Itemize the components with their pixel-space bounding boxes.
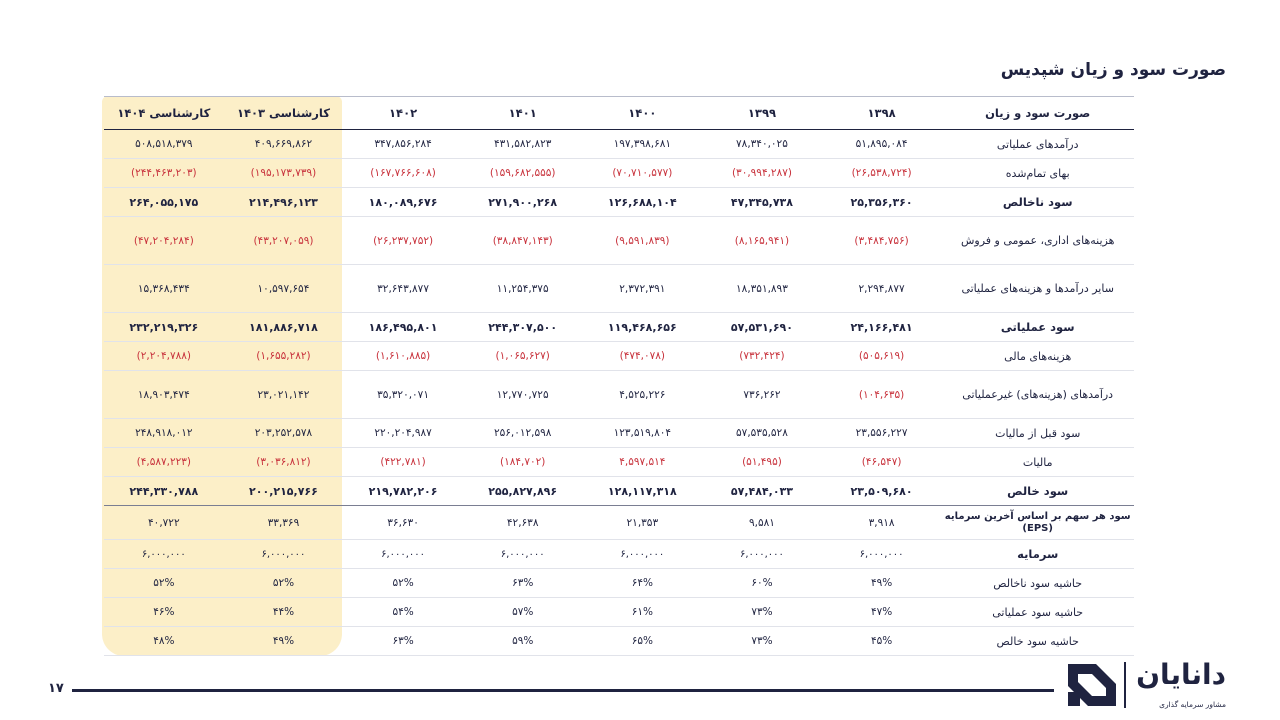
cell: ۱۱,۲۵۴,۳۷۵ <box>463 265 583 313</box>
footer-divider <box>72 689 1054 692</box>
cell: ۴۵% <box>822 627 942 656</box>
cell: ۲۳,۵۵۶,۲۲۷ <box>822 419 942 448</box>
cell: ۲۱,۳۵۳ <box>583 506 703 540</box>
cell: (۳۰,۹۹۴,۲۸۷) <box>702 159 822 188</box>
row-label: بهای تمام‌شده <box>941 159 1134 188</box>
logo-divider <box>1124 662 1126 708</box>
header-year-1402: ۱۴۰۲ <box>343 97 463 130</box>
cell: (۲۶,۲۳۷,۷۵۲) <box>343 217 463 265</box>
cell: (۴,۵۸۷,۲۲۳) <box>104 448 224 477</box>
brand-tagline: مشاور سرمایه گذاری <box>1159 700 1226 709</box>
cell: ۱۲۸,۱۱۷,۳۱۸ <box>583 477 703 506</box>
cell: ۷۳% <box>702 627 822 656</box>
cell: ۲,۳۷۲,۳۹۱ <box>583 265 703 313</box>
cell: ۶,۰۰۰,۰۰۰ <box>583 540 703 569</box>
cell: ۴۰۹,۶۶۹,۸۶۲ <box>224 130 344 159</box>
row-label: هزینه‌های اداری، عمومی و فروش <box>941 217 1134 265</box>
cell: (۴۳,۲۰۷,۰۵۹) <box>224 217 344 265</box>
cell: ۶۵% <box>583 627 703 656</box>
cell: ۴۳۱,۵۸۲,۸۲۳ <box>463 130 583 159</box>
cell: ۶,۰۰۰,۰۰۰ <box>822 540 942 569</box>
header-year-1398: ۱۳۹۸ <box>822 97 942 130</box>
cell: (۱۹۵,۱۷۳,۷۳۹) <box>224 159 344 188</box>
cell: ۴۲,۶۳۸ <box>463 506 583 540</box>
cell: ۴۸% <box>104 627 224 656</box>
cell: ۱۹۷,۳۹۸,۶۸۱ <box>583 130 703 159</box>
cell: ۴۷% <box>822 598 942 627</box>
row-label: سود خالص <box>941 477 1134 506</box>
cell: (۱۵۹,۶۸۲,۵۵۵) <box>463 159 583 188</box>
row-label: سود عملیاتی <box>941 313 1134 342</box>
cell: ۵۷,۵۳۵,۵۲۸ <box>702 419 822 448</box>
header-forecast-1404: کارشناسی ۱۴۰۴ <box>104 97 224 130</box>
row-label: سود ناخالص <box>941 188 1134 217</box>
cell: ۲۵,۳۵۶,۳۶۰ <box>822 188 942 217</box>
brand-name: دانایان <box>1136 658 1226 691</box>
cell: ۹,۵۸۱ <box>702 506 822 540</box>
cell: (۳,۴۸۴,۷۵۶) <box>822 217 942 265</box>
cell: ۱۸۶,۴۹۵,۸۰۱ <box>343 313 463 342</box>
cell: ۴۹% <box>822 569 942 598</box>
cell: ۲۴,۱۶۶,۴۸۱ <box>822 313 942 342</box>
row-tax <box>104 448 1134 477</box>
cell: ۲۱۹,۷۸۲,۲۰۶ <box>343 477 463 506</box>
header-label: صورت سود و زیان <box>941 97 1134 130</box>
cell: ۲۰۳,۲۵۲,۵۷۸ <box>224 419 344 448</box>
row-capital <box>104 540 1134 569</box>
cell: ۵۷% <box>463 598 583 627</box>
brand-logo <box>1066 660 1226 716</box>
row-label: سایر درآمدها و هزینه‌های عملیاتی <box>941 265 1134 313</box>
cell: ۷۳۶,۲۶۲ <box>702 371 822 419</box>
row-gross-profit <box>104 188 1134 217</box>
cell: (۲۶,۵۳۸,۷۲۴) <box>822 159 942 188</box>
row-finance-costs <box>104 342 1134 371</box>
cell: (۷۳۲,۴۲۴) <box>702 342 822 371</box>
cell: ۱۸۰,۰۸۹,۶۷۶ <box>343 188 463 217</box>
row-label: درآمدهای (هزینه‌های) غیرعملیاتی <box>941 371 1134 419</box>
cell: ۵۲% <box>104 569 224 598</box>
header-year-1399: ۱۳۹۹ <box>702 97 822 130</box>
cell: ۲۴۸,۹۱۸,۰۱۲ <box>104 419 224 448</box>
cell: ۴,۵۲۵,۲۲۶ <box>583 371 703 419</box>
cell: ۳۶,۶۳۰ <box>343 506 463 540</box>
cell: ۲۵۶,۰۱۲,۵۹۸ <box>463 419 583 448</box>
cell: ۵۰۸,۵۱۸,۳۷۹ <box>104 130 224 159</box>
cell: (۴۷,۲۰۴,۲۸۴) <box>104 217 224 265</box>
row-eps <box>104 506 1134 540</box>
cell: (۵۰۵,۶۱۹) <box>822 342 942 371</box>
cell: (۱,۶۱۰,۸۸۵) <box>343 342 463 371</box>
row-admin-expenses <box>104 217 1134 265</box>
header-year-1401: ۱۴۰۱ <box>463 97 583 130</box>
header-row <box>104 97 1134 130</box>
cell: ۴,۵۹۷,۵۱۴ <box>583 448 703 477</box>
cell: ۲۳,۵۰۹,۶۸۰ <box>822 477 942 506</box>
cell: ۴۷,۳۴۵,۷۳۸ <box>702 188 822 217</box>
cell: ۲۷۱,۹۰۰,۲۶۸ <box>463 188 583 217</box>
cell: ۵۲% <box>343 569 463 598</box>
cell: ۴۴% <box>224 598 344 627</box>
income-statement-table <box>104 96 1134 656</box>
cell: ۱۱۹,۴۶۸,۶۵۶ <box>583 313 703 342</box>
row-gross-margin <box>104 569 1134 598</box>
cell: ۶۰% <box>702 569 822 598</box>
cell: ۶,۰۰۰,۰۰۰ <box>343 540 463 569</box>
row-cost-of-sales <box>104 159 1134 188</box>
cell: (۸,۱۶۵,۹۴۱) <box>702 217 822 265</box>
cell: ۶۴% <box>583 569 703 598</box>
cell: ۲۳,۰۲۱,۱۴۲ <box>224 371 344 419</box>
cell: ۲۴۴,۳۰۷,۵۰۰ <box>463 313 583 342</box>
row-label: سود قبل از مالیات <box>941 419 1134 448</box>
cell: ۲۳۲,۲۱۹,۳۲۶ <box>104 313 224 342</box>
cell: ۱۲,۷۷۰,۷۲۵ <box>463 371 583 419</box>
danayan-logo-icon <box>1066 662 1118 708</box>
cell: ۵۴% <box>343 598 463 627</box>
cell: ۳۵,۳۲۰,۰۷۱ <box>343 371 463 419</box>
cell: ۵۲% <box>224 569 344 598</box>
cell: ۱۸,۳۵۱,۸۹۳ <box>702 265 822 313</box>
header-forecast-1403: کارشناسی ۱۴۰۳ <box>224 97 344 130</box>
row-label: حاشیه سود ناخالص <box>941 569 1134 598</box>
cell: (۱۸۴,۷۰۲) <box>463 448 583 477</box>
cell: ۶,۰۰۰,۰۰۰ <box>224 540 344 569</box>
row-other-operating <box>104 265 1134 313</box>
row-label: حاشیه سود خالص <box>941 627 1134 656</box>
cell: ۵۱,۸۹۵,۰۸۴ <box>822 130 942 159</box>
cell: ۱۲۶,۶۸۸,۱۰۴ <box>583 188 703 217</box>
cell: ۲۱۴,۴۹۶,۱۲۳ <box>224 188 344 217</box>
cell: ۱۵,۳۶۸,۴۳۴ <box>104 265 224 313</box>
cell: ۱۸۱,۸۸۶,۷۱۸ <box>224 313 344 342</box>
cell: (۱,۰۶۵,۶۲۷) <box>463 342 583 371</box>
cell: (۳,۰۳۶,۸۱۲) <box>224 448 344 477</box>
cell: ۷۳% <box>702 598 822 627</box>
cell: ۲۰۰,۲۱۵,۷۶۶ <box>224 477 344 506</box>
page-title: صورت سود و زیان شپدیس <box>1000 60 1226 80</box>
row-net-profit <box>104 477 1134 506</box>
cell: ۲۴۴,۳۳۰,۷۸۸ <box>104 477 224 506</box>
cell: ۶,۰۰۰,۰۰۰ <box>104 540 224 569</box>
cell: ۳۴۷,۸۵۶,۲۸۴ <box>343 130 463 159</box>
cell: ۴۹% <box>224 627 344 656</box>
cell: ۵۹% <box>463 627 583 656</box>
cell: (۴۲۲,۷۸۱) <box>343 448 463 477</box>
cell: (۱۰۴,۶۳۵) <box>822 371 942 419</box>
cell: (۲۴۴,۴۶۳,۲۰۳) <box>104 159 224 188</box>
row-profit-before-tax <box>104 419 1134 448</box>
cell: ۳۲,۶۴۳,۸۷۷ <box>343 265 463 313</box>
cell: ۳,۹۱۸ <box>822 506 942 540</box>
cell: ۲۶۴,۰۵۵,۱۷۵ <box>104 188 224 217</box>
cell: (۷۰,۷۱۰,۵۷۷) <box>583 159 703 188</box>
cell: (۹,۵۹۱,۸۳۹) <box>583 217 703 265</box>
cell: ۶,۰۰۰,۰۰۰ <box>463 540 583 569</box>
header-year-1400: ۱۴۰۰ <box>583 97 703 130</box>
cell: ۶۳% <box>463 569 583 598</box>
cell: ۱۰,۵۹۷,۶۵۴ <box>224 265 344 313</box>
cell: ۴۰,۷۲۲ <box>104 506 224 540</box>
row-operating-profit <box>104 313 1134 342</box>
cell: ۱۲۳,۵۱۹,۸۰۴ <box>583 419 703 448</box>
cell: (۵۱,۴۹۵) <box>702 448 822 477</box>
page-number: ۱۷ <box>48 681 64 696</box>
row-label: مالیات <box>941 448 1134 477</box>
row-non-operating <box>104 371 1134 419</box>
cell: ۵۷,۵۳۱,۶۹۰ <box>702 313 822 342</box>
cell: ۶۳% <box>343 627 463 656</box>
cell: ۲,۲۹۴,۸۷۷ <box>822 265 942 313</box>
cell: ۵۷,۴۸۴,۰۳۳ <box>702 477 822 506</box>
cell: ۶۱% <box>583 598 703 627</box>
row-operating-revenue <box>104 130 1134 159</box>
row-label: هزینه‌های مالی <box>941 342 1134 371</box>
cell: ۴۶% <box>104 598 224 627</box>
cell: (۴۷۴,۰۷۸) <box>583 342 703 371</box>
row-label: حاشیه سود عملیاتی <box>941 598 1134 627</box>
row-operating-margin <box>104 598 1134 627</box>
row-net-margin <box>104 627 1134 656</box>
cell: (۳۸,۸۴۷,۱۴۳) <box>463 217 583 265</box>
cell: (۱,۶۵۵,۲۸۲) <box>224 342 344 371</box>
row-label: درآمدهای عملیاتی <box>941 130 1134 159</box>
cell: ۷۸,۳۴۰,۰۲۵ <box>702 130 822 159</box>
cell: (۱۶۷,۷۶۶,۶۰۸) <box>343 159 463 188</box>
row-label: سود هر سهم بر اساس آخرین سرمایه (EPS) <box>941 506 1134 540</box>
cell: ۳۳,۳۶۹ <box>224 506 344 540</box>
cell: ۲۲۰,۲۰۴,۹۸۷ <box>343 419 463 448</box>
row-label: سرمایه <box>941 540 1134 569</box>
cell: (۴۶,۵۴۷) <box>822 448 942 477</box>
cell: (۲,۲۰۴,۷۸۸) <box>104 342 224 371</box>
cell: ۱۸,۹۰۳,۴۷۴ <box>104 371 224 419</box>
cell: ۶,۰۰۰,۰۰۰ <box>702 540 822 569</box>
cell: ۲۵۵,۸۲۷,۸۹۶ <box>463 477 583 506</box>
